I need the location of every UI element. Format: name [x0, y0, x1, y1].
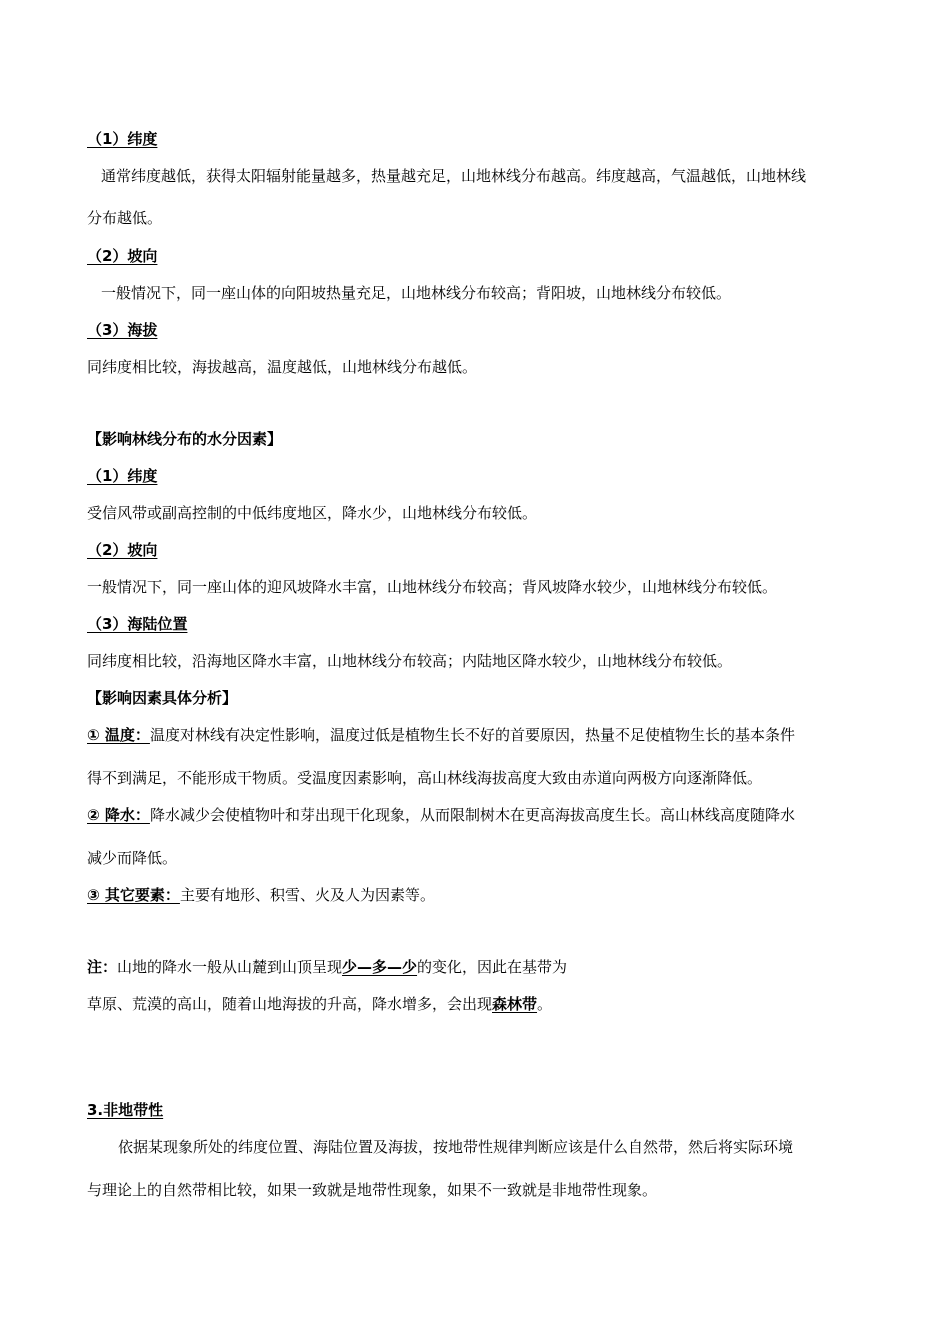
analysis-text-precipitation: 降水减少会使植物叶和芽出现干化现象，从而限制树木在更高海拔高度生长。高山林线高度随降水	[149, 806, 795, 824]
note-line-1	[87, 957, 567, 977]
note-text-1: 山地的降水一般从山麓到山顶呈现	[117, 958, 343, 976]
analysis-label-other: ③ 其它要素：	[87, 886, 180, 904]
analysis-label-temperature: ① 温度：	[87, 726, 150, 744]
analysis-text-other: 主要有地形、积雪、火及人为因素等。	[179, 886, 435, 904]
note-line-2	[87, 994, 552, 1014]
water-paragraph-land-sea: 同纬度相比较，沿海地区降水丰富，山地林线分布较高；内陆地区降水较少，山地林线分布较低。	[87, 652, 733, 670]
analysis-text-precipitation-cont: 减少而降低。	[87, 849, 178, 867]
temp-heading-slope: （2）坡向	[87, 247, 158, 265]
note-label: 注：	[87, 958, 118, 976]
water-heading-latitude: （1）纬度	[87, 467, 158, 485]
section3-paragraph-cont: 与理论上的自然带相比较，如果一致就是地带性现象，如果不一致就是非地带性现象。	[87, 1181, 658, 1199]
analysis-item-precipitation	[87, 805, 795, 825]
temp-paragraph-slope: 一般情况下，同一座山体的向阳坡热量充足，山地林线分布较高；背阳坡，山地林线分布较低。	[101, 284, 732, 302]
analysis-text-temperature-cont: 得不到满足，不能形成干物质。受温度因素影响，高山林线海拔高度大致由赤道向两极方向逐渐降低。	[87, 769, 763, 787]
temp-paragraph-latitude: 通常纬度越低，获得太阳辐射能量越多，热量越充足，山地林线分布越高。纬度越高，气温越低，山地林线	[101, 167, 807, 185]
water-section-title: 【影响林线分布的水分因素】	[87, 430, 283, 448]
temp-heading-altitude: （3）海拔	[87, 321, 158, 339]
analysis-text-temperature: 温度对林线有决定性影响，温度过低是植物生长不好的首要原因，热量不足使植物生长的基本条件	[149, 726, 795, 744]
temp-heading-latitude: （1）纬度	[87, 130, 158, 148]
water-paragraph-latitude: 受信风带或副高控制的中低纬度地区，降水少，山地林线分布较低。	[87, 504, 538, 522]
water-paragraph-slope: 一般情况下，同一座山体的迎风坡降水丰富，山地林线分布较高；背风坡降水较少，山地林线分布较低。	[87, 578, 778, 596]
section3-title: 3.非地带性	[87, 1101, 164, 1119]
analysis-label-precipitation: ② 降水：	[87, 806, 150, 824]
note-emphasis-pattern: 少—多—少	[342, 958, 418, 976]
note-text-2: 的变化，因此在基带为	[417, 958, 568, 976]
analysis-section-title: 【影响因素具体分析】	[87, 689, 238, 707]
analysis-item-other	[87, 885, 435, 905]
temp-paragraph-altitude: 同纬度相比较，海拔越高，温度越低，山地林线分布越低。	[87, 358, 478, 376]
section3-paragraph: 依据某现象所处的纬度位置、海陆位置及海拔，按地带性规律判断应该是什么自然带，然后将实际环境	[118, 1138, 794, 1156]
water-heading-land-sea: （3）海陆位置	[87, 615, 188, 633]
note-text-3: 草原、荒漠的高山，随着山地海拔的升高，降水增多，会出现	[87, 995, 493, 1013]
water-heading-slope: （2）坡向	[87, 541, 158, 559]
note-text-4: 。	[537, 995, 553, 1013]
temp-paragraph-latitude-cont: 分布越低。	[87, 209, 163, 227]
analysis-item-temperature	[87, 725, 795, 745]
note-emphasis-forest: 森林带	[492, 995, 538, 1013]
